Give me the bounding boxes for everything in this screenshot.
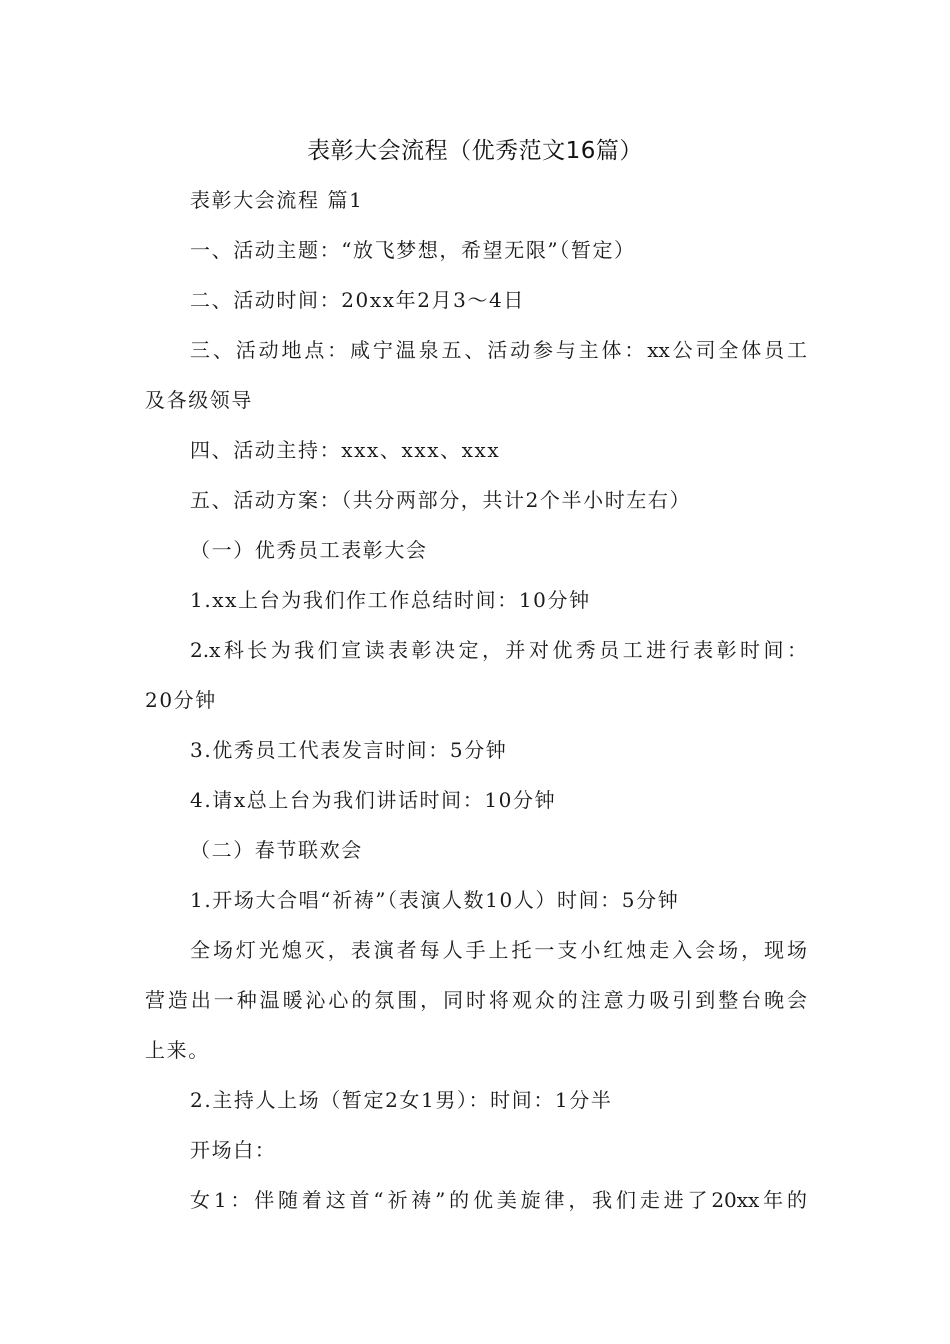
subsection-heading: （一）优秀员工表彰大会 <box>190 538 428 562</box>
paragraph-line: 五、活动方案：（共分两部分，共计2个半小时左右） <box>190 488 692 512</box>
list-item: 2.x科长为我们宣读表彰决定，并对优秀员工进行表彰时间： <box>190 638 807 662</box>
list-item: 1.开场大合唱“祈祷”（表演人数10人）时间：5分钟 <box>190 888 680 912</box>
list-item: 3.优秀员工代表发言时间：5分钟 <box>190 738 508 762</box>
paragraph-line: 一、活动主题：“放飞梦想，希望无限”（暂定） <box>190 238 636 262</box>
paragraph-line: 三、活动地点：咸宁温泉五、活动参与主体：xx公司全体员工 <box>190 338 807 362</box>
paragraph-line: 及各级领导 <box>145 388 253 412</box>
section-heading: 表彰大会流程 篇1 <box>190 188 364 212</box>
paragraph-line: 20分钟 <box>145 688 217 712</box>
list-item: 1.xx上台为我们作工作总结时间：10分钟 <box>190 588 591 612</box>
paragraph-line: 四、活动主持：xxx、xxx、xxx <box>190 438 501 462</box>
list-item: 2.主持人上场（暂定2女1男）：时间：1分半 <box>190 1088 613 1112</box>
paragraph-line: 开场白： <box>190 1138 277 1162</box>
paragraph-line: 上来。 <box>145 1038 210 1062</box>
subsection-heading: （二）春节联欢会 <box>190 838 363 862</box>
paragraph-line: 二、活动时间：20xx年2月3～4日 <box>190 288 525 312</box>
paragraph-line: 全场灯光熄灭，表演者每人手上托一支小红烛走入会场，现场 <box>190 938 807 962</box>
paragraph-line: 营造出一种温暖沁心的氛围，同时将观众的注意力吸引到整台晚会 <box>145 988 807 1012</box>
list-item: 4.请x总上台为我们讲话时间：10分钟 <box>190 788 557 812</box>
document-title: 表彰大会流程（优秀范文16篇） <box>307 138 643 164</box>
paragraph-line: 女1：伴随着这首“祈祷”的优美旋律，我们走进了20xx年的 <box>190 1188 807 1212</box>
